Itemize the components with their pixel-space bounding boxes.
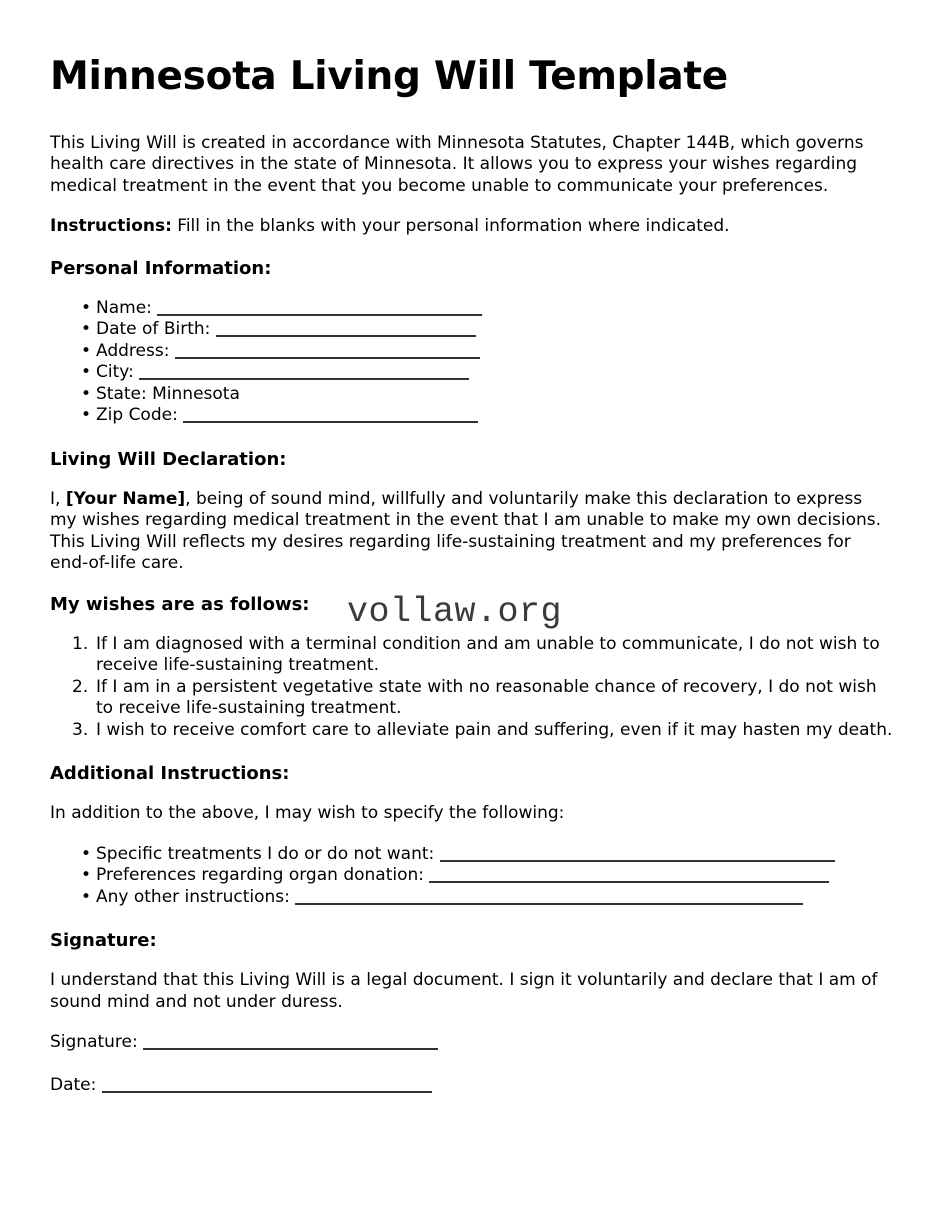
intro-paragraph: This Living Will is created in accordance with Minnesota Statutes, Chapter 144B, which governs health care directives in the state of Minnesota. It allows you to express your wishes regarding medical treatment in the event that you become unable to communicate your preferences.	[50, 132, 864, 196]
field-value-state: Minnesota	[146, 383, 240, 404]
signature-heading: Signature:	[50, 930, 157, 952]
list-item	[50, 298, 893, 320]
page-title: Minnesota Living Will Template	[50, 54, 728, 99]
list-item	[50, 405, 893, 427]
signature-statement: I understand that this Living Will is a legal document. I sign it voluntarily and declare that I am of sound mind and not under duress.	[50, 970, 878, 1012]
date-field-row	[50, 1075, 893, 1097]
field-blank-date-of-birth[interactable]	[216, 322, 476, 337]
watermark-vollaw: vollaw.org	[347, 592, 563, 632]
declaration-heading: Living Will Declaration:	[50, 448, 287, 470]
list-item	[50, 887, 893, 909]
additional-instructions-heading: Additional Instructions:	[50, 763, 290, 785]
field-label-specific-treatments: Specific treatments I do or do not want:	[96, 843, 435, 864]
field-blank-city[interactable]	[139, 365, 469, 380]
list-item	[50, 362, 893, 384]
field-blank-other-instructions[interactable]	[295, 890, 803, 905]
declaration-paragraph	[50, 489, 893, 575]
field-label-state: State:	[96, 383, 147, 404]
field-label-zip-code: Zip Code:	[96, 405, 178, 426]
field-label-address: Address:	[96, 340, 170, 361]
field-label-other-instructions: Any other instructions:	[96, 886, 290, 907]
list-item	[50, 844, 893, 866]
personal-information-heading: Personal Information:	[50, 257, 272, 279]
declaration-lead-in: I,	[50, 488, 66, 509]
list-item	[50, 319, 893, 341]
wishes-list	[50, 634, 893, 742]
declaration-body: , being of sound mind, willfully and voluntarily make this declaration to express my wishes regarding medical treatment in the event that I am unable to make my own decisions. This Living Will reflects my desires regarding life-sustaining treatment and my preferences for end-of-life care.	[50, 488, 882, 574]
list-item	[50, 341, 893, 363]
field-blank-organ-donation[interactable]	[429, 868, 829, 883]
field-label-date-of-birth: Date of Birth:	[96, 319, 211, 340]
signature-field-row	[50, 1032, 893, 1054]
instructions-text: Fill in the blanks with your personal information where indicated.	[171, 216, 730, 237]
list-item	[50, 384, 893, 406]
date-field-label: Date:	[50, 1074, 97, 1095]
signature-field-label: Signature:	[50, 1032, 138, 1053]
list-item	[50, 865, 893, 887]
date-field-blank[interactable]	[102, 1078, 432, 1093]
field-blank-name[interactable]	[157, 301, 482, 316]
field-label-name: Name:	[96, 297, 152, 318]
personal-information-list	[50, 298, 893, 427]
list-item: I wish to receive comfort care to alleviate pain and suffering, even if it may hasten my death.	[96, 719, 893, 740]
field-label-organ-donation: Preferences regarding organ donation:	[96, 865, 424, 886]
field-blank-specific-treatments[interactable]	[440, 847, 835, 862]
instructions-paragraph	[50, 216, 893, 238]
additional-instructions-intro: In addition to the above, I may wish to specify the following:	[50, 803, 565, 824]
field-blank-address[interactable]	[175, 344, 480, 359]
field-blank-zip-code[interactable]	[183, 408, 478, 423]
list-item: If I am in a persistent vegetative state with no reasonable chance of recovery, I do not wish to receive life-sustaining treatment.	[96, 676, 877, 719]
field-label-city: City:	[96, 362, 134, 383]
list-item: If I am diagnosed with a terminal condition and am unable to communicate, I do not wish to receive life-sustaining treatment.	[96, 633, 880, 676]
additional-instructions-list	[50, 844, 893, 909]
signature-field-blank[interactable]	[143, 1035, 438, 1050]
instructions-label: Instructions:	[50, 216, 172, 237]
wishes-heading: My wishes are as follows:	[50, 593, 310, 615]
your-name-placeholder: [Your Name]	[65, 488, 186, 509]
